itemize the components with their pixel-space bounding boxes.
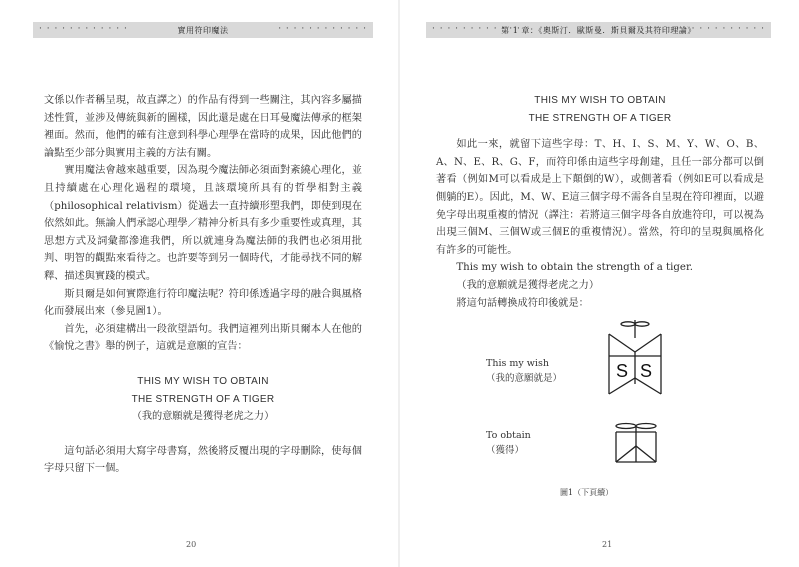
paragraph: 這句話必須用大寫字母書寫，然後將反覆出現的字母刪除，使每個字母只留下一個。 bbox=[44, 445, 362, 475]
header-dots-left: · · · · · · · · · · · · bbox=[432, 24, 521, 34]
figure-caption: 圖1（下頁續） bbox=[560, 488, 614, 497]
figure-label-1 bbox=[486, 356, 562, 386]
figure-label-1-zh: （我的意願就是） bbox=[486, 373, 563, 384]
right-header-title: 第 1 章：《奧斯汀．歐斯曼．斯貝爾及其符印理論》 bbox=[501, 25, 696, 35]
figure-label-2-zh: （獲得） bbox=[486, 445, 525, 456]
sigil-letter-s: S bbox=[616, 361, 629, 381]
paragraph: 斯貝爾是如何實際進行符印魔法呢？符印係透過字母的融合與風格化而發展出來（參見圖1）。 bbox=[44, 288, 362, 318]
left-page bbox=[0, 0, 399, 567]
page-number: 21 bbox=[602, 540, 613, 549]
sigil-this-my-wish bbox=[595, 318, 675, 408]
translation-sentence: （我的意願就是獲得老虎之力） bbox=[456, 279, 600, 291]
right-body-text bbox=[436, 92, 764, 312]
english-sentence: This my wish to obtain the strength of a tiger. bbox=[456, 262, 693, 274]
header-dots-right: · · · · · · · · · · · · bbox=[676, 24, 765, 34]
sigil-to-obtain bbox=[596, 418, 676, 478]
convert-sentence: 將這句話轉換成符印後就是： bbox=[456, 297, 589, 309]
header-dots-right: · · · · · · · · · · · · bbox=[278, 24, 367, 34]
statement-line-2: THE STRENGTH OF A TIGER bbox=[131, 393, 275, 405]
right-page bbox=[400, 0, 799, 567]
statement-line-1: THIS MY WISH TO OBTAIN bbox=[534, 95, 666, 106]
right-running-header bbox=[426, 22, 771, 38]
figure-label-2 bbox=[486, 428, 531, 458]
paragraph: 如此一來，就留下這些字母：T、H、I、S、M、Y、W、O、B、A、N、E、R、G、F，而符印係由這些字母創建，且任一部分都可以倒著看（例如M可以看成是上下顛倒的W），或側著看（例如E可以看成是側躺的E）。因此，M、W、E這三個字母不需各自呈現在符印裡面，以避免字母出現重複的情況（譯注：若將這三個字母各自放進符印，可以視為出現三個M、三個W或三個E的重複情況）。當然，符印的呈現與風格化有許多的可能性。 bbox=[436, 139, 764, 256]
paragraph: 首先，必須建構出一段欲望語句。我們這裡列出斯貝爾本人在他的《愉悅之書》舉的例子，這就是意願的宣告： bbox=[44, 323, 362, 353]
left-body-text bbox=[44, 92, 362, 478]
statement-line-2: THE STRENGTH OF A TIGER bbox=[528, 112, 672, 124]
paragraph: 實用魔法會越來越重要，因為現今魔法師必須面對紊繞心理化，並且持續處在心理化過程的環境，且該環境所具有的哲學相對主義（philosophical relativism）從過去一直持續形塑我們，即使到現在依然如此。無論人們承認心理學／精神分析具有多少重要性或真理，其思想方式及詞彙都滲進我們，所以就連身為魔法師的我們也必須用批判、明智的觀點來看待之。也許要等到另一個時代，才能尋找不同的解釋、描述與實踐的模式。 bbox=[44, 165, 362, 282]
figure-label-2-en: To obtain bbox=[486, 430, 531, 441]
header-dots-left: · · · · · · · · · · · · bbox=[39, 24, 128, 34]
page-number: 20 bbox=[186, 540, 197, 549]
figure-label-1-en: This my wish bbox=[486, 358, 549, 369]
paragraph: 文係以作者稱呈現，故直譯之）的作品有得到一些關注，其內容多屬描述性質，並涉及傳統與新的圖樣，因此還是處在日耳曼魔法傳承的框架裡面。然而，他們的確有注意到科學心理學在當時的成果，因此他們的論點至少部分與實用主義的方法有關。 bbox=[44, 95, 362, 159]
sigil-letter-s: S bbox=[640, 361, 653, 381]
left-running-header bbox=[33, 22, 373, 38]
left-header-title: 實用符印魔法 bbox=[177, 25, 229, 35]
statement-translation: （我的意願就是獲得老虎之力） bbox=[131, 411, 275, 423]
statement-line-1: THIS MY WISH TO OBTAIN bbox=[137, 375, 269, 387]
